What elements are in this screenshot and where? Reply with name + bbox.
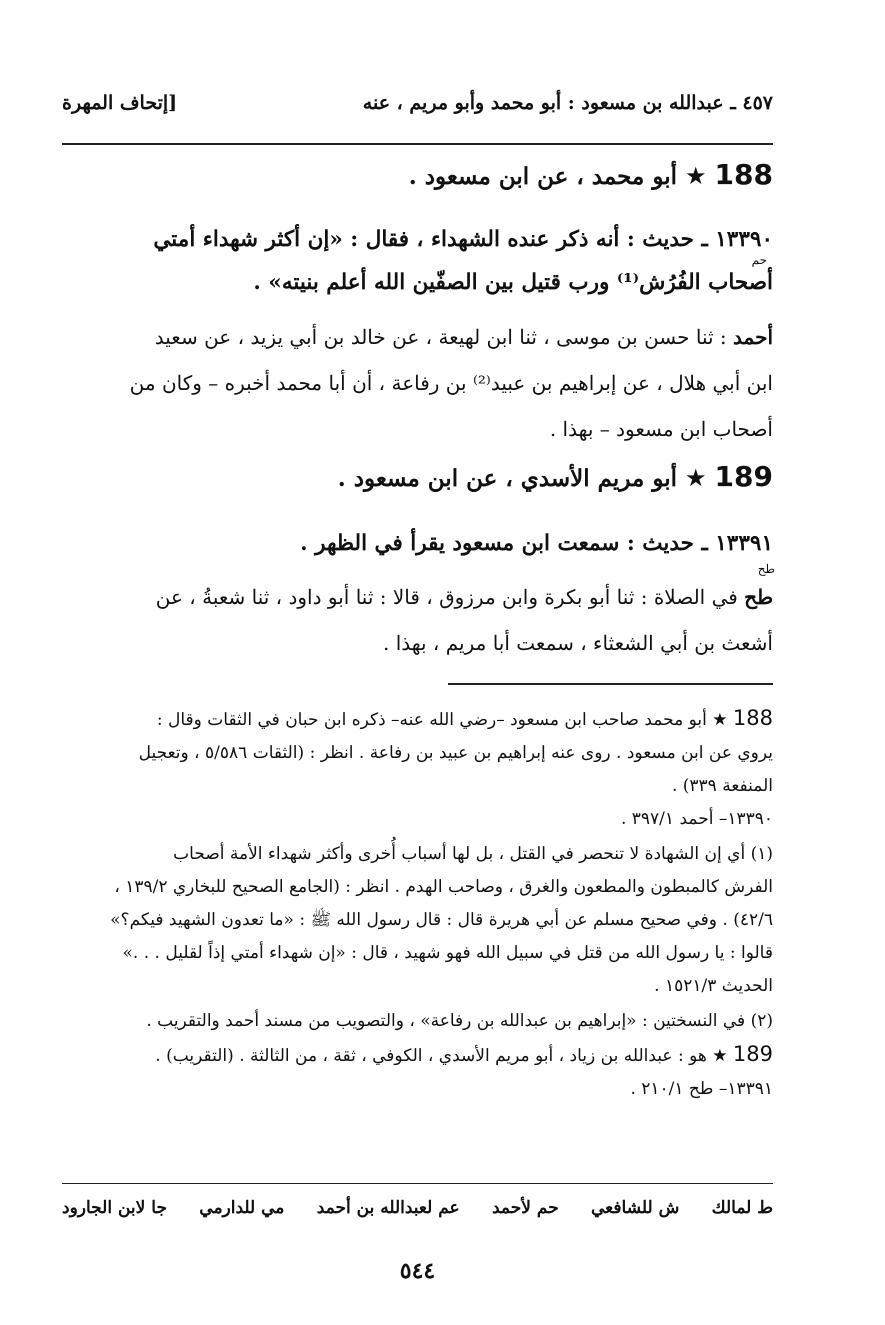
footnote-line: (١) أي إن الشهادة لا تنحصر في القتل ، بل لها أسباب أُخرى وأكثر شهداء الأمة أصحاب [173, 844, 773, 864]
entry-189-heading [62, 460, 773, 493]
running-header [62, 92, 773, 126]
header-title: ٤٥٧ ـ عبدالله بن مسعود : أبو محمد وأبو مريم ، عنه [362, 92, 773, 114]
entry-number: 188 [714, 158, 773, 191]
isnad-line: : ثنا حسن بن موسى ، ثنا ابن لهيعة ، عن خالد بن أبي يزيد ، عن سعيد [154, 325, 727, 349]
abbreviation: جا لابن الجارود [62, 1198, 167, 1218]
isnad-line: ابن أبي هلال ، عن إبراهيم بن عبيد⁽²⁾ بن رفاعة ، أن أبا محمد أخبره – وكان من [129, 371, 773, 395]
source-mark: طح [757, 562, 775, 576]
footnote-line: ٤٢/٦) . وفي صحيح مسلم عن أبي هريرة قال : قال رسول الله ﷺ : «ما تعدون الشهيد فيكم؟» [110, 910, 773, 930]
hadith-13391 [62, 522, 773, 565]
abbreviation: حم لأحمد [492, 1198, 559, 1218]
footnote-line: الفرش كالمبطون والمطعون والغرق ، وصاحب الهدم . انظر : (الجامع الصحيح للبخاري ١٣٩/٢ ، [114, 877, 773, 897]
isnad-13390 [62, 314, 773, 452]
footnote-line: هو : عبدالله بن زياد ، أبو مريم الأسدي ، الكوفي ، ثقة ، من الثالثة . (التقريب) . [155, 1046, 707, 1066]
footnote-1 [62, 838, 773, 1003]
footnote-line: أبو محمد صاحب ابن مسعود –رضي الله عنه– ذكره ابن حبان في الثقات وقال : [156, 710, 707, 730]
footnote-line: قالوا : يا رسول الله من قتل في سبيل الله فهو شهيد ، قال : «إن شهداء أمتي إذاً لقليل . . .» [122, 943, 773, 963]
header-rule [62, 143, 773, 145]
star-icon: ★ [685, 464, 707, 492]
footnote-2: (٢) في النسختين : «إبراهيم بن عبدالله بن رفاعة» ، والتصويب من مسند أحمد والتقريب . [146, 1011, 773, 1031]
abbreviation: عم لعبدالله بن أحمد [316, 1198, 460, 1218]
hadith-line: أصحاب الفُرُش⁽¹⁾ ورب قتيل بين الصفّين الله أعلم بنيته» . [253, 270, 773, 295]
entry-title: أبو محمد ، عن ابن مسعود . [408, 163, 678, 190]
isnad-line: أشعث بن أبي الشعثاء ، سمعت أبا مريم ، بهذا . [383, 631, 773, 655]
star-icon: ★ [712, 1046, 728, 1066]
star-icon: ★ [685, 162, 707, 190]
header-book-title: [إتحاف المهرة [62, 92, 178, 114]
entry-number: 189 [714, 460, 773, 493]
reference-13391: ١٣٣٩١– طح ٢١٠/١ . [630, 1079, 773, 1099]
hadith-line: ١٣٣٩٠ ـ حديث : أنه ذكر عنده الشهداء ، فقال : «إن أكثر شهداء أمتي [153, 227, 773, 252]
reference-13390: ١٣٣٩٠– أحمد ٣٩٧/١ . [620, 809, 773, 829]
abbreviation: ش للشافعي [591, 1198, 680, 1218]
isnad-13391 [62, 574, 773, 666]
footnote-number: 188 [732, 706, 773, 730]
abbreviations-rule [62, 1183, 773, 1184]
entry-title: أبو مريم الأسدي ، عن ابن مسعود . [337, 465, 678, 492]
page [62, 0, 773, 1325]
footnote-separator [448, 683, 773, 685]
hadith-13390 [62, 218, 773, 304]
abbreviation: ط لمالك [711, 1198, 773, 1218]
footnote-line: المنفعة ٣٣٩) . [671, 776, 773, 796]
footnote-188 [62, 702, 773, 803]
footnote-number: 189 [732, 1042, 773, 1066]
hadith-line: ١٣٣٩١ ـ حديث : سمعت ابن مسعود يقرأ في الظهر . [300, 531, 773, 556]
footnote-line: يروي عن ابن مسعود . روى عنه إبراهيم بن عبيد بن رفاعة . انظر : (الثقات ٥/٥٨٦ ، وتعجيل [138, 743, 773, 763]
abbreviations-key [62, 1198, 773, 1218]
abbreviation: مي للدارمي [199, 1198, 285, 1218]
isnad-line: أصحاب ابن مسعود – بهذا . [549, 417, 773, 441]
page-number: ٥٤٤ [399, 1258, 436, 1284]
footnote-line: الحديث ١٥٢١/٣ . [654, 976, 773, 996]
footnote-189 [62, 1038, 773, 1073]
footnotes [62, 702, 773, 1106]
isnad-source: طح [744, 585, 773, 609]
isnad-source: أحمد [733, 325, 773, 349]
entry-188-heading [62, 158, 773, 191]
star-icon: ★ [712, 710, 728, 730]
source-mark: حم [751, 253, 767, 267]
isnad-line: في الصلاة : ثنا أبو بكرة وابن مرزوق ، قالا : ثنا أبو داود ، ثنا شعبةُ ، عن [155, 585, 738, 609]
